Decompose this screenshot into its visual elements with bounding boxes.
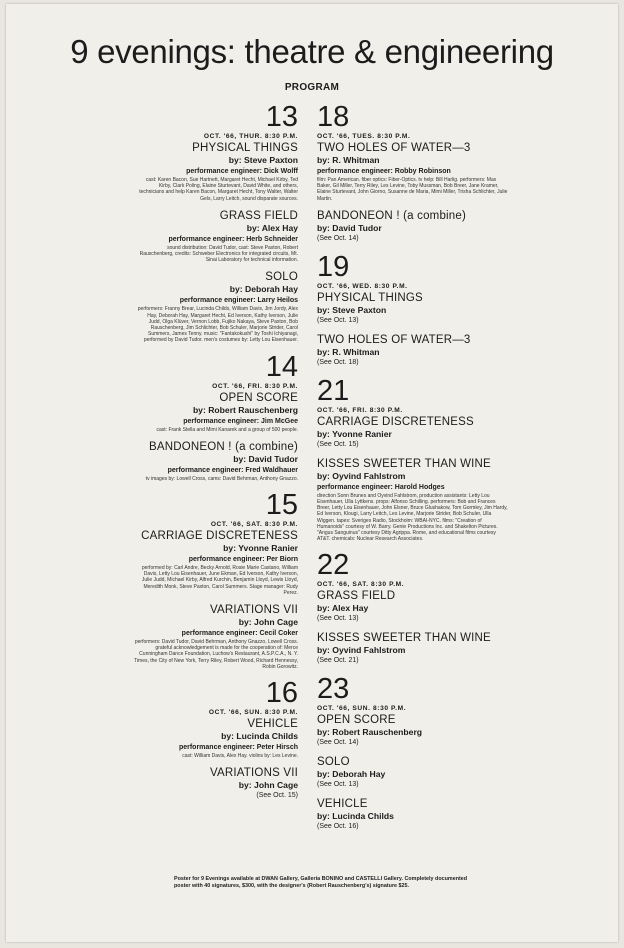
date-line: OCT. '66, SAT. 8:30 P.M. — [317, 581, 405, 589]
piece-author: by: Lucinda Childs — [221, 731, 298, 742]
piece-title: OPEN SCORE — [219, 391, 298, 404]
poster — [6, 4, 618, 942]
program-piece — [317, 458, 509, 543]
piece-author: by: R. Whitman — [317, 346, 380, 357]
piece-credits: cast: Karen Bacon, Sue Hartnett, Margaret Hecht, Michael Kirby, Ted Kirby, Clark Poling, Elaine Sturtevant, David White, and others, technicians and help Karen Bacon, Margaret Hecht, Tony Walter, Walter Gels, Larry Leitch, sound disparate sources. — [139, 177, 298, 202]
performance-engineer: performance engineer: Dick Wolff — [186, 168, 298, 175]
piece-credits: performers: David Tudor, David Behrman, Anthony Gnazzo, Lowell Cross. grateful acknowledgement is made for the cooperation of: Merce Cunningham Dance Foundation, Luchow's Restaurant, A.S.P.C.A., N. Y. Times, the City of New York, Terry Riley, Robert Wood, Richard Hennessy, Robin Gorowitz. — [134, 639, 298, 670]
piece-title: CARRIAGE DISCRETENESS — [141, 530, 298, 543]
piece-credits: film: Pan American. fiber optics: Fiber-Optics. tv help: Bill Harlig. performers: Max Baker, Gil Miller, Terry Riley, Les Levine, Toby Mussman, Bob Breer, Jane Kramer, Elaine Sturtevant, John Giorno, Susanne de Maria, Mimi Miller, Trisha Schlichter, Julie Martin. — [317, 177, 508, 202]
piece-author: by: Robert Rauschenberg — [317, 727, 423, 738]
program-piece — [134, 441, 298, 482]
day-block — [317, 550, 509, 666]
piece-title: TWO HOLES OF WATER—3 — [317, 333, 471, 346]
date-line: OCT. '66, WED. 8:30 P.M. — [317, 282, 408, 290]
performance-engineer: performance engineer: Peter Hirsch — [178, 744, 298, 752]
day-block — [134, 102, 298, 344]
see-reference: (See Oct. 13) — [317, 781, 359, 789]
performance-engineer: performance engineer: Robby Robinson — [317, 168, 451, 175]
piece-author: by: Oyvind Fahlstrom — [317, 645, 406, 656]
date-line: OCT. '66, SAT. 8:30 P.M. — [210, 521, 298, 529]
performance-engineer: performance engineer: Fred Waldhauer — [167, 466, 298, 474]
day-number: 19 — [317, 250, 350, 283]
piece-author: by: Oyvind Fahlstrom — [317, 470, 406, 481]
performance-engineer: performance engineer: Harold Hodges — [317, 483, 445, 491]
date-line: OCT. '66, THUR. 8:30 P.M. — [203, 133, 298, 140]
piece-author: by: Yvonne Ranier — [223, 543, 298, 554]
footer-note: Poster for 9 Evenings available at DWAN Gallery, Galleria BONINO and CASTELLI Gallery. Completely documented poster with 40 signatures, $300, with the designer's (Robert Rauschenberg's) signature $25. — [174, 876, 468, 889]
day-block — [317, 376, 509, 543]
piece-title: PHYSICAL THINGS — [317, 291, 423, 304]
program-piece — [134, 392, 298, 433]
day-block — [317, 674, 509, 832]
program-piece — [134, 604, 298, 670]
piece-credits: tv images by: Lowell Cross, cams: David Behrman, Anthony Gnazzo. — [145, 475, 298, 482]
day-number: 16 — [265, 677, 298, 710]
day-number: 18 — [317, 101, 350, 133]
program-piece — [317, 142, 509, 202]
program-piece — [134, 142, 298, 202]
piece-author: by: Alex Hay — [246, 222, 298, 233]
see-reference: (See Oct. 14) — [317, 234, 359, 242]
piece-author: by: Steve Paxton — [317, 304, 387, 315]
day-block — [134, 490, 298, 670]
piece-credits: sound distribution: David Tudor, cast: Steve Paxton, Robert Rauschenberg, credits: Schweber Electronics for integrated circuits, Mt. Sinai Laboratory for technical information. — [139, 244, 298, 264]
piece-title: VARIATIONS VII — [210, 767, 298, 780]
day-number: 14 — [265, 350, 298, 383]
piece-author: by: Alex Hay — [317, 603, 369, 614]
piece-title: TWO HOLES OF WATER—3 — [317, 142, 471, 154]
program-piece — [134, 530, 298, 596]
right-column — [317, 102, 509, 840]
piece-author: by: John Cage — [238, 780, 298, 791]
performance-engineer: performance engineer: Cecil Coker — [181, 630, 298, 638]
day-number: 23 — [317, 673, 350, 706]
see-reference: (See Oct. 21) — [317, 657, 359, 665]
day-block — [134, 352, 298, 482]
piece-title: KISSES SWEETER THAN WINE — [317, 457, 491, 470]
program-piece — [317, 714, 509, 748]
piece-title: SOLO — [317, 756, 350, 769]
program-piece — [317, 798, 509, 832]
piece-author: by: David Tudor — [317, 222, 382, 233]
piece-title: BANDONEON ! (a combine) — [148, 440, 298, 453]
piece-title: VEHICLE — [317, 798, 368, 811]
program-piece — [134, 718, 298, 759]
piece-credits: direction Sonn Brunes and Oyvind Fahlstrom, production assistants: Letty Lou Eisenhauer, Ulla Lyttkens. props: Alfonso Schilling. performers: Bob and Frances Breer, Letty Lou Eisenhauer, John Elsner, Bruce Glushakow, Tom Gormley, Jim Hardy, Ed Iverson, Klougi, Larry Leitch, Les Levine, Marjorie Strider, Bob Schuler, Ulla Wiggen. tapes: Sveriges Radio, Stockholm: WBAI-NYC. films: "Creation of Humanoids" courtesy of W. Barry. Genie Productions Inc. and Shakelton Pictures. "Angus Sanguinus" courtesy Ditty Agrippa. Rome, and educational films courtesy AT&T. chemicals: Nuclear Research Associates. — [317, 492, 508, 543]
piece-author: by: John Cage — [238, 617, 298, 628]
piece-author: by: R. Whitman — [317, 155, 380, 165]
day-block — [317, 252, 509, 368]
date-line: OCT. '66, SUN. 8:30 P.M. — [317, 705, 407, 713]
see-reference: (See Oct. 15) — [256, 792, 298, 800]
piece-title: GRASS FIELD — [317, 590, 396, 603]
day-number: 13 — [265, 101, 298, 133]
piece-credits: performers: Franny Brear, Lucinda Childs, William Davis, Jim Jordy, Alex Hay, Deborah Hay, Margaret Hecht, Ed Iverson, Kathy Iverson, Julie Judd, Olga Klüver, Vernon Lobb, Fujiko Nakaya, Steve Paxton, Bob Rauschenberg, Jim Schlichter, Bob Schuler, Marjorie Strider, Carol Summers, James Tenny. music: "Fantakokushi" by Toshi Ichiyanagi, performed by David Tudor. men's costumes by: Letty Lou Eisenhauer. — [137, 306, 298, 344]
piece-credits: cast: Frank Stella and Mimi Kanarek and a group of 500 people. — [156, 426, 298, 433]
piece-author: by: David Tudor — [233, 453, 298, 464]
program-piece — [134, 210, 298, 264]
piece-author: by: Lucinda Childs — [317, 811, 394, 822]
program-piece — [317, 632, 509, 666]
piece-title: PHYSICAL THINGS — [192, 142, 298, 154]
performance-engineer: performance engineer: Per Biorn — [188, 556, 298, 564]
performance-engineer: performance engineer: Jim McGee — [183, 417, 298, 425]
program-piece — [134, 271, 298, 343]
piece-title: GRASS FIELD — [219, 209, 298, 222]
see-reference: (See Oct. 13) — [317, 316, 359, 324]
piece-author: by: Yvonne Ranier — [317, 428, 392, 439]
program-piece — [317, 590, 509, 624]
performance-engineer: performance engineer: Herb Schneider — [168, 235, 298, 243]
left-column — [134, 102, 298, 809]
piece-author: by: Deborah Hay — [317, 769, 386, 780]
piece-title: OPEN SCORE — [317, 714, 396, 727]
day-number: 22 — [317, 549, 350, 582]
piece-author: by: Robert Rauschenberg — [192, 404, 298, 415]
piece-title: SOLO — [265, 271, 298, 284]
date-line: OCT. '66, SUN. 8:30 P.M. — [208, 709, 298, 717]
poster-title: 9 evenings: theatre & engineering — [70, 33, 554, 70]
date-line: OCT. '66, TUES. 8:30 P.M. — [317, 133, 411, 140]
date-line: OCT. '66, FRI. 8:30 P.M. — [212, 382, 298, 390]
see-reference: (See Oct. 16) — [317, 823, 359, 831]
piece-title: BANDONEON ! (a combine) — [317, 209, 467, 222]
day-block — [317, 102, 509, 244]
piece-title: CARRIAGE DISCRETENESS — [317, 415, 474, 428]
program-piece — [317, 756, 509, 790]
piece-title: VARIATIONS VII — [210, 604, 298, 617]
program-piece — [317, 334, 509, 368]
piece-credits: performed by: Carl Andre, Becky Arnold, Rosie Marie Castano, William Davis, Letty Lou Eisenhauer, June Ekman, Ed Iverson, Kathy Iverson, Julie Judd, Michael Kirby, Alfred Kurchin, Benjamin Lloyd, Lewis Lloyd, Meredith Monk, Steve Paxton, Carol Summers. Stage manager: Rudy Perez. — [141, 565, 298, 596]
day-number: 21 — [317, 374, 350, 407]
see-reference: (See Oct. 15) — [317, 440, 359, 448]
performance-engineer: performance engineer: Larry Heilos — [179, 297, 298, 305]
see-reference: (See Oct. 14) — [317, 739, 359, 747]
piece-author: by: Steve Paxton — [228, 155, 298, 165]
see-reference: (See Oct. 18) — [317, 358, 359, 366]
piece-credits: cast: William Davis, Alex Hay. violins by: Les Levine. — [182, 753, 298, 760]
program-piece — [317, 416, 509, 450]
program-piece — [134, 767, 298, 801]
day-block — [134, 678, 298, 801]
program-piece — [317, 292, 509, 326]
program-piece — [317, 210, 509, 244]
piece-author: by: Deborah Hay — [229, 284, 298, 295]
date-line: OCT. '66, FRI. 8:30 P.M. — [317, 406, 403, 414]
piece-title: VEHICLE — [247, 718, 298, 731]
day-number: 15 — [265, 489, 298, 522]
see-reference: (See Oct. 13) — [317, 615, 359, 623]
program-label: PROGRAM — [284, 82, 340, 93]
piece-title: KISSES SWEETER THAN WINE — [317, 632, 491, 645]
